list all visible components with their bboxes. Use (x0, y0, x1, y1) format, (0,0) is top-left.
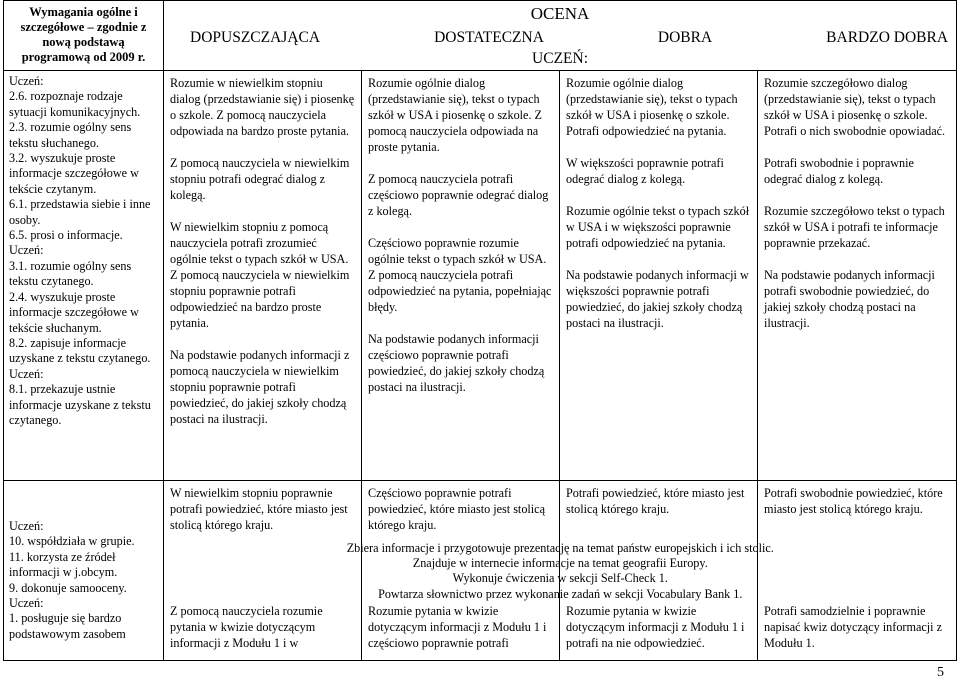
criterion: Rozumie szczegółowo dialog (przedstawianie się), tekst o typach szkół w USA i piosenkę o szkole. Potrafi o nich swobodnie opowiadać. (764, 76, 946, 138)
requirements-block-1 (4, 71, 164, 481)
req-line: Uczeń: (9, 596, 44, 611)
ocena-title: OCENA (530, 4, 590, 23)
criterion: Na podstawie podanych informacji w większości poprawnie potrafi powiedzieć, do jakiej szkoły chodzą postaci na ilustracji. (566, 268, 749, 330)
criterion: Rozumie szczegółowo tekst o typach szkół w USA i potrafi te informacje poprawnie przekazać. (764, 204, 945, 250)
level-dopuszczajaca: DOPUSZCZAJĄCA (190, 29, 321, 46)
note-line: Wykonuje ćwiczenia w sekcji Self-Check 1. (452, 571, 668, 586)
cell-dobra-1 (560, 71, 758, 481)
criterion: Z pomocą nauczyciela potrafi częściowo poprawnie odegrać dialog z kolegą. (368, 172, 549, 218)
criterion: Na podstawie podanych informacji z pomocą nauczyciela w niewielkim stopniu poprawnie potrafi powiedzieć, do jakiej szkoły chodzą postaci na ilustracji. (170, 348, 350, 426)
req-line: 2.4. wyszukuje proste informacje szczegółowe w tekście słuchanym. (9, 289, 139, 335)
req-line: 8.2. zapisuje informacje uzyskane z tekstu czytanego. (9, 335, 151, 366)
req-line: Uczeń: (9, 366, 44, 381)
criterion: Potrafi samodzielnie i poprawnie napisać kwiz dotyczący informacji z Modułu 1. (764, 604, 942, 650)
req-line: 2.3. rozumie ogólny sens tekstu słuchanego. (9, 120, 132, 150)
req-line: 8.1. przekazuje ustnie informacje uzyskane z tekstu czytanego. (9, 382, 151, 427)
level-bardzo-dobra: BARDZO DOBRA (826, 29, 949, 46)
criterion: Potrafi swobodnie i poprawnie odegrać dialog z kolegą. (764, 156, 914, 186)
req-line: 3.2. wyszukuje proste informacje szczegółowe w tekście czytanym. (9, 151, 139, 196)
criterion: Rozumie w niewielkim stopniu dialog (przedstawianie się) i piosenkę o szkole. Z pomocą nauczyciela odpowiada na bardzo proste pytania. (170, 76, 355, 138)
cell-dopuszczajaca-1 (164, 71, 362, 481)
criterion: Częściowo poprawnie rozumie ogólnie tekst o typach szkół w USA. Z pomocą nauczyciela potrafi odpowiedzieć na pytania, popełniając błędy. (368, 236, 552, 314)
requirements-block-2 (4, 481, 164, 661)
req-line: 3.1. rozumie ogólny sens tekstu czytanego. (9, 258, 132, 289)
req-line: 9. dokonuje samooceny. (9, 580, 127, 595)
requirements-header: Wymagania ogólne i szczegółowe – zgodnie z nową podstawą programową od 2009 r. (4, 1, 164, 71)
criterion: Z pomocą nauczyciela w niewielkim stopniu potrafi odegrać dialog z kolegą. (170, 156, 350, 202)
grade-levels (164, 25, 956, 50)
criterion: Potrafi powiedzieć, które miasto jest stolicą którego kraju. (566, 486, 745, 516)
criterion: Rozumie pytania w kwizie dotyczącym informacji z Modułu 1 i częściowo poprawnie potrafi (368, 604, 547, 650)
req-line: 6.5. prosi o informacje. (9, 228, 123, 243)
cell-dostateczna-1 (362, 71, 560, 481)
criterion: W niewielkim stopniu z pomocą nauczyciela potrafi zrozumieć ogólnie tekst o typach szkół w USA. Z pomocą nauczyciela w niewielkim stopniu poprawnie potrafi odpowiedzieć na bardzo proste pytania. (170, 220, 350, 330)
level-dostateczna: DOSTATECZNA (434, 29, 544, 46)
req-line: Uczeń: (9, 519, 44, 533)
criterion: Z pomocą nauczyciela rozumie pytania w kwizie dotyczącym informacji z Modułu 1 i w (170, 604, 323, 650)
req-line: 11. korzysta ze źródeł informacji w j.obcym. (9, 549, 118, 580)
req-line: Uczeń: (9, 74, 44, 88)
note-line: Zbiera informacje i przygotowuje prezentację na temat państw europejskich i ich stolic. (346, 540, 774, 555)
note-line: Powtarza słownictwo przez wykonanie zadań w sekcji Vocabulary Bank 1. (378, 586, 743, 601)
criterion: W niewielkim stopniu poprawnie potrafi powiedzieć, które miasto jest stolicą którego kraju. (170, 486, 348, 532)
req-line: 6.1. przedstawia siebie i inne osoby. (9, 197, 151, 227)
criterion: Rozumie ogólnie dialog (przedstawianie się), tekst o typach szkół w USA i piosenkę o szkole. Z pomocą nauczyciela odpowiada na proste pytania. (368, 76, 542, 154)
req-line: 2.6. rozpoznaje rodzaje sytuacji komunikacyjnych. (9, 89, 141, 119)
criterion: Rozumie pytania w kwizie dotyczącym informacji z Modułu 1 i potrafi na nie odpowiedzieć. (566, 604, 745, 650)
criterion: Rozumie ogólnie tekst o typach szkół w USA i w większości poprawnie potrafi odpowiedzieć na pytania. (566, 204, 750, 250)
cell-bardzo-dobra-1 (758, 71, 957, 481)
criterion: Rozumie ogólnie dialog (przedstawianie się), tekst o typach szkół w USA i piosenkę o szkole. Potrafi odpowiedzieć na pytania. (566, 76, 738, 138)
note-line: Znajduje w internecie informacje na temat geografii Europy. (412, 555, 708, 570)
criterion: Na podstawie podanych informacji częściowo poprawnie potrafi powiedzieć, do jakiej szkoły chodzą postaci na ilustracji. (368, 332, 545, 394)
ocena-header (164, 1, 957, 71)
level-dobra: DOBRA (657, 29, 713, 46)
req-line: 1. posługuje się bardzo podstawowym zasobem (9, 611, 126, 641)
criterion: Częściowo poprawnie potrafi powiedzieć, które miasto jest stolicą którego kraju. (368, 486, 546, 532)
criterion: Na podstawie podanych informacji potrafi swobodnie powiedzieć, do jakiej szkoły chodzą postaci na ilustracji. (764, 268, 935, 330)
req-line: 10. współdziała w grupie. (9, 534, 135, 549)
criterion: W większości poprawnie potrafi odegrać dialog z kolegą. (566, 156, 724, 186)
criterion: Potrafi swobodnie powiedzieć, które miasto jest stolicą którego kraju. (764, 486, 943, 516)
activities-note (164, 541, 958, 603)
uczen-label: UCZEŃ: (532, 50, 588, 67)
req-line: Uczeń: (9, 243, 44, 258)
page-number: 5 (937, 665, 944, 680)
